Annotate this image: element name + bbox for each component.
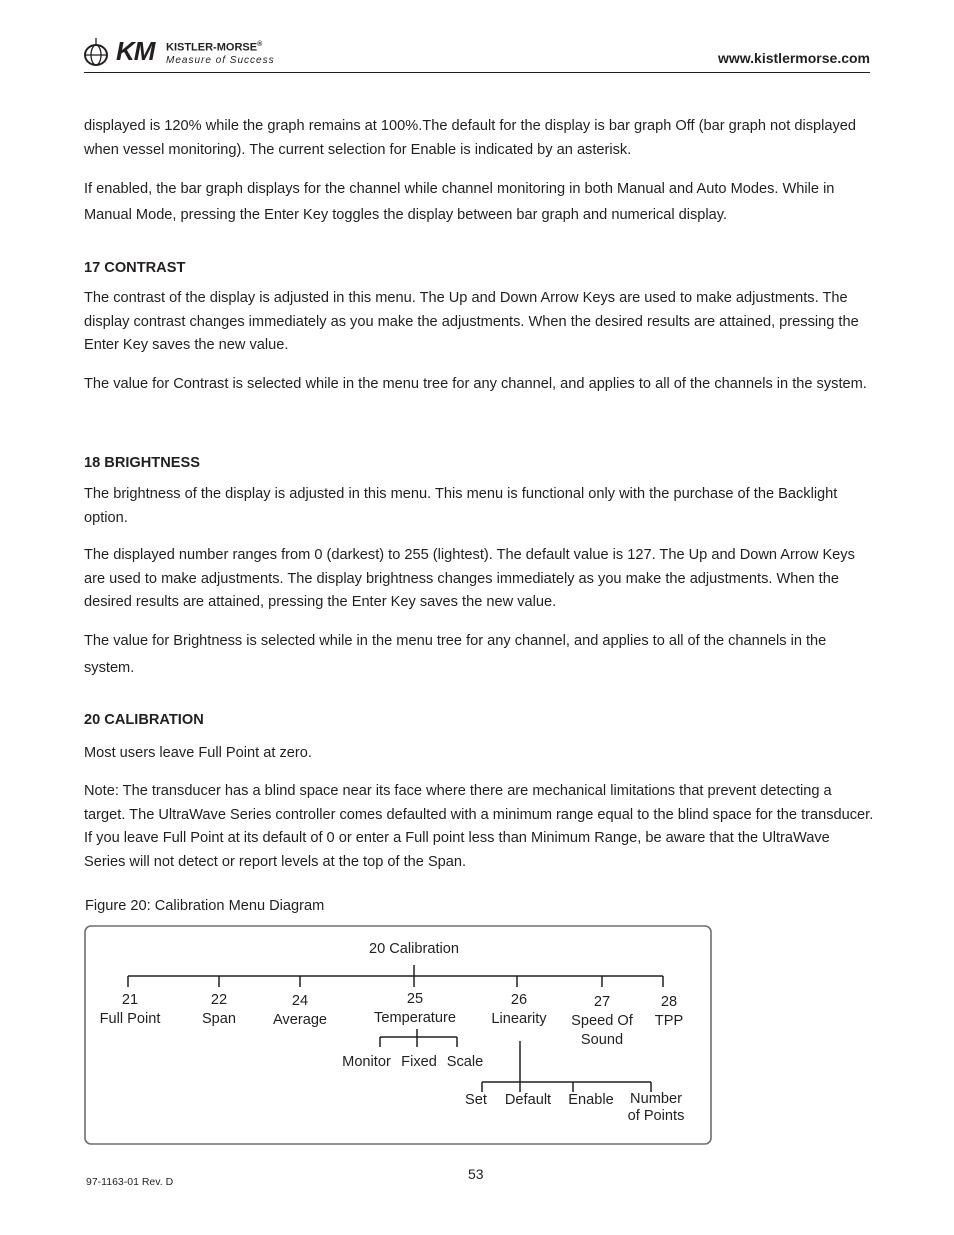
paragraph-full-point: Most users leave Full Point at zero. bbox=[84, 745, 312, 761]
paragraph-bargraph-default: displayed is 120% while the graph remains at 100%.The default for the display is bar graph Off (bar graph not displayed when vessel monitoring). The current selection for Enable is indicated by an asterisk. bbox=[84, 118, 857, 158]
diagram-temp-scale: Scale bbox=[446, 1054, 484, 1070]
globe-icon bbox=[84, 38, 112, 68]
kistler-morse-logo bbox=[84, 36, 284, 70]
paragraph-contrast-scope: The value for Contrast is selected while in the menu tree for any channel, and applies to all of the channels in the system. bbox=[84, 376, 867, 392]
paragraph-brightness-range: The displayed number ranges from 0 (darkest) to 255 (lightest). The default value is 127. The Up and Down Arrow Keys are used to make adjustments. The display brightness changes immediately as you make the adjustments. When the desired results are attained, pressing the Enter Key saves the new value. bbox=[84, 547, 855, 610]
website-link[interactable]: www.kistlermorse.com bbox=[718, 50, 870, 66]
diagram-item-span: 22 Span bbox=[201, 992, 237, 1027]
heading-brightness: 18 BRIGHTNESS bbox=[84, 455, 200, 471]
diagram-lin-default: Default bbox=[504, 1092, 552, 1108]
document-number: 97-1163-01 Rev. D bbox=[86, 1176, 174, 1188]
diagram-lin-enable: Enable bbox=[568, 1092, 614, 1108]
paragraph-blind-space-note: Note: The transducer has a blind space near its face where there are mechanical limitations that prevent detecting a target. The UltraWave Series controller comes defaulted with a minimum range equal to the blind space for the transducer. If you leave Full Point at its default of 0 or enter a Full point less than Minimum Range, be aware that the UltraWave Series will not detect or report levels at the top of the Span. bbox=[84, 783, 874, 870]
paragraph-brightness-option: The brightness of the display is adjusted in this menu. This menu is functional only with the purchase of the Backlight option. bbox=[84, 486, 838, 526]
diagram-lin-number-of-points: Number of Points bbox=[627, 1091, 685, 1124]
diagram-temp-fixed: Fixed bbox=[401, 1054, 437, 1070]
heading-calibration: 20 CALIBRATION bbox=[84, 712, 204, 728]
registered-mark: ® bbox=[257, 41, 263, 48]
diagram-item-average: 24 Average bbox=[272, 993, 328, 1028]
logo-company-name: KISTLER-MORSE® bbox=[166, 41, 263, 54]
diagram-item-tpp: 28 TPP bbox=[654, 994, 684, 1029]
paragraph-contrast-adjust: The contrast of the display is adjusted in this menu. The Up and Down Arrow Keys are used to make adjustments. The display contrast changes immediately as you make the adjustments. When the desired results are attained, pressing the Enter Key saves the new value. bbox=[84, 290, 859, 353]
diagram-item-temperature: 25 Temperature bbox=[374, 991, 456, 1026]
diagram-root-calibration: 20 Calibration bbox=[368, 941, 460, 957]
diagram-item-full-point: 21 Full Point bbox=[99, 992, 161, 1027]
diagram-temp-monitor: Monitor bbox=[342, 1054, 391, 1070]
logo-km: KM bbox=[116, 36, 155, 66]
heading-contrast: 17 CONTRAST bbox=[84, 260, 186, 276]
calibration-menu-diagram bbox=[84, 925, 712, 1145]
paragraph-bargraph-enabled: If enabled, the bar graph displays for the channel while channel monitoring in both Manual and Auto Modes. While in Manual Mode, pressing the Enter Key toggles the display between bar graph and numerical display. bbox=[84, 181, 835, 223]
page-header bbox=[84, 34, 870, 73]
logo-tagline: Measure of Success bbox=[166, 55, 275, 66]
diagram-item-linearity: 26 Linearity bbox=[491, 992, 547, 1027]
diagram-lin-set: Set bbox=[465, 1092, 487, 1108]
page-number: 53 bbox=[468, 1166, 484, 1182]
diagram-item-speed-of-sound: 27 Speed Of Sound bbox=[571, 994, 633, 1048]
figure-caption: Figure 20: Calibration Menu Diagram bbox=[85, 898, 325, 914]
paragraph-brightness-scope: The value for Brightness is selected while in the menu tree for any channel, and applies to all of the channels in the system. bbox=[84, 633, 827, 676]
